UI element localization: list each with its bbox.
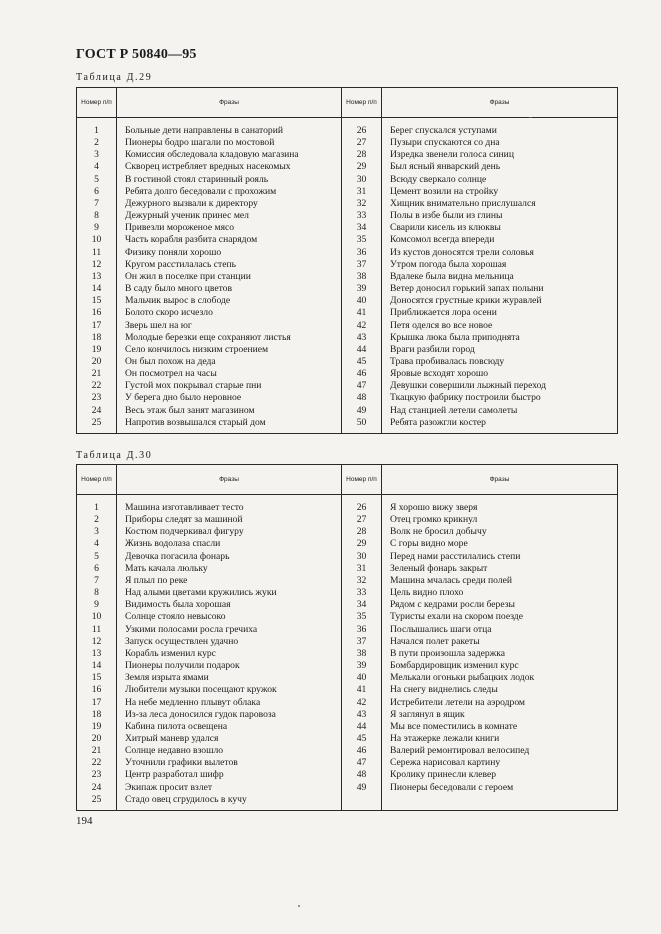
row-number: 21	[77, 745, 117, 757]
row-number: 29	[342, 161, 382, 173]
table-row	[77, 392, 618, 404]
phrase-cell: Хищник внимательно прислушался	[382, 198, 618, 210]
row-number: 31	[342, 186, 382, 198]
phrase-cell: Пионеры получили подарок	[117, 660, 342, 672]
phrase-cell: Физику поняли хорошо	[117, 247, 342, 259]
column-header-phrases: Фразы	[117, 465, 342, 495]
table-row	[77, 149, 618, 161]
table-row	[77, 757, 618, 769]
phrase-cell: Начался полет ракеты	[382, 636, 618, 648]
row-number: 25	[77, 794, 117, 806]
phrase-cell: Всюду сверкало солнце	[382, 174, 618, 186]
phrase-cell: Цемент возили на стройку	[382, 186, 618, 198]
phrase-cell: Корабль изменил курс	[117, 648, 342, 660]
row-number: 11	[77, 247, 117, 259]
phrase-cell: Пузыри спускаются со дна	[382, 137, 618, 149]
phrase-cell: Мальчик вырос в слободе	[117, 295, 342, 307]
row-number: 13	[77, 271, 117, 283]
row-number: 25	[77, 417, 117, 429]
row-number: 34	[342, 599, 382, 611]
phrase-cell: Солнце недавно взошло	[117, 745, 342, 757]
table-row	[77, 295, 618, 307]
phrase-cell: Крышка люка была приподнята	[382, 332, 618, 344]
phrase-cell: Зеленый фонарь закрыт	[382, 563, 618, 575]
row-number: 24	[77, 405, 117, 417]
table-row	[77, 563, 618, 575]
phrase-cell: Экипаж просит взлет	[117, 782, 342, 794]
row-number: 38	[342, 648, 382, 660]
row-number: 33	[342, 587, 382, 599]
row-number: 32	[342, 198, 382, 210]
phrase-cell: Зверь шел на юг	[117, 320, 342, 332]
phrase-cell: Истребители летели на аэродром	[382, 697, 618, 709]
phrase-cell: Доносятся грустные крики журавлей	[382, 295, 618, 307]
table-row	[77, 526, 618, 538]
row-number: 35	[342, 611, 382, 623]
row-number: 45	[342, 356, 382, 368]
row-number: 17	[77, 697, 117, 709]
phrase-cell: Перед нами расстилались степи	[382, 551, 618, 563]
phrase-cell: Пионеры беседовали с героем	[382, 782, 618, 794]
row-number: 22	[77, 380, 117, 392]
phrase-cell: Молодые березки еще сохраняют листья	[117, 332, 342, 344]
phrase-cell: Любители музыки посещают кружок	[117, 684, 342, 696]
table-row	[77, 648, 618, 660]
row-number: 5	[77, 174, 117, 186]
table-row	[77, 636, 618, 648]
table-row	[77, 660, 618, 672]
phrase-cell: Центр разработал шифр	[117, 769, 342, 781]
phrase-cell: Сережа нарисовал картину	[382, 757, 618, 769]
table-row	[77, 672, 618, 684]
phrase-cell: Весь этаж был занят магазином	[117, 405, 342, 417]
phrase-cell: Скворец истребляет вредных насекомых	[117, 161, 342, 173]
phrase-cell: Больные дети направлены в санаторий	[117, 125, 342, 137]
column-header-number: Номер п/п	[342, 88, 382, 118]
table-row	[77, 259, 618, 271]
table-row	[77, 794, 618, 806]
phrase-cell: Враги разбили город	[382, 344, 618, 356]
row-number: 27	[342, 514, 382, 526]
row-number: 14	[77, 283, 117, 295]
row-number: 31	[342, 563, 382, 575]
phrase-cell: Машина мчалась среди полей	[382, 575, 618, 587]
row-number: 42	[342, 697, 382, 709]
phrase-cell: Жизнь водолаза спасли	[117, 538, 342, 550]
phrase-cell: Комиссия обследовала кладовую магазина	[117, 149, 342, 161]
phrase-cell: Кролику принесли клевер	[382, 769, 618, 781]
row-number: 12	[77, 259, 117, 271]
phrase-cell: Он жил в поселке при станции	[117, 271, 342, 283]
row-number: 48	[342, 769, 382, 781]
phrase-cell: Часть корабля разбита снарядом	[117, 234, 342, 246]
column-header-phrases: Фразы	[382, 88, 618, 118]
table-row	[77, 733, 618, 745]
table-row	[77, 709, 618, 721]
phrase-cell: Село кончилось низким строением	[117, 344, 342, 356]
row-number: 20	[77, 733, 117, 745]
phrase-cell: Яровые всходят хорошо	[382, 368, 618, 380]
table-row	[77, 745, 618, 757]
table-row	[77, 247, 618, 259]
phrase-cell: Над алыми цветами кружились жуки	[117, 587, 342, 599]
phrase-cell: Послышались шаги отца	[382, 624, 618, 636]
row-number: 2	[77, 514, 117, 526]
phrase-cell: Хитрый маневр удался	[117, 733, 342, 745]
phrase-cell: Комсомол всегда впереди	[382, 234, 618, 246]
scan-dot	[298, 905, 300, 907]
row-number: 16	[77, 307, 117, 319]
row-number: 4	[77, 161, 117, 173]
row-number: 27	[342, 137, 382, 149]
row-number: 49	[342, 405, 382, 417]
row-number: 28	[342, 149, 382, 161]
phrase-cell: У берега дно было неровное	[117, 392, 342, 404]
phrase-cell: Петя оделся во все новое	[382, 320, 618, 332]
row-number: 30	[342, 174, 382, 186]
row-number: 47	[342, 757, 382, 769]
table-row	[77, 575, 618, 587]
row-number: 43	[342, 332, 382, 344]
table-row	[77, 538, 618, 550]
phrase-cell: Рядом с кедрами росли березы	[382, 599, 618, 611]
row-number: 34	[342, 222, 382, 234]
row-number: 44	[342, 344, 382, 356]
row-number: 3	[77, 149, 117, 161]
row-number: 4	[77, 538, 117, 550]
phrase-cell: Машина изготавливает тесто	[117, 502, 342, 514]
row-number: 9	[77, 222, 117, 234]
table-row	[77, 721, 618, 733]
phrase-cell: Цель видно плохо	[382, 587, 618, 599]
phrase-table-d29	[76, 87, 618, 434]
phrase-cell: Берег спускался уступами	[382, 125, 618, 137]
row-number: 3	[77, 526, 117, 538]
phrase-cell: Девочка погасила фонарь	[117, 551, 342, 563]
table-row	[77, 599, 618, 611]
row-number: 28	[342, 526, 382, 538]
row-number: 8	[77, 587, 117, 599]
phrase-cell: В саду было много цветов	[117, 283, 342, 295]
row-number: 17	[77, 320, 117, 332]
phrase-cell: Бомбардировщик изменил курс	[382, 660, 618, 672]
phrase-cell: На небе медленно плывут облака	[117, 697, 342, 709]
row-number: 15	[77, 672, 117, 684]
row-number: 19	[77, 721, 117, 733]
row-number: 40	[342, 295, 382, 307]
document-header: ГОСТ Р 50840—95	[76, 47, 197, 62]
row-number: 41	[342, 307, 382, 319]
phrase-cell: Из-за леса доносился гудок паровоза	[117, 709, 342, 721]
phrase-cell: Видимость была хорошая	[117, 599, 342, 611]
table-row	[77, 551, 618, 563]
column-header-number: Номер п/п	[77, 88, 117, 118]
phrase-cell: Туристы ехали на скором поезде	[382, 611, 618, 623]
table-row	[77, 697, 618, 709]
row-number: 50	[342, 417, 382, 429]
table-row	[77, 417, 618, 429]
table-row	[77, 356, 618, 368]
phrase-cell: Мать качала люльку	[117, 563, 342, 575]
row-number: 36	[342, 247, 382, 259]
row-number: 8	[77, 210, 117, 222]
row-number: 42	[342, 320, 382, 332]
phrase-cell: Волк не бросил добычу	[382, 526, 618, 538]
row-number: 30	[342, 551, 382, 563]
phrase-cell: Мы все поместились в комнате	[382, 721, 618, 733]
page-number: 194	[76, 815, 93, 827]
phrase-cell: Валерий ремонтировал велосипед	[382, 745, 618, 757]
phrase-cell: Он посмотрел на часы	[117, 368, 342, 380]
phrase-cell: В гостиной стоял старинный рояль	[117, 174, 342, 186]
row-number: 2	[77, 137, 117, 149]
phrase-cell: Привезли мороженое мясо	[117, 222, 342, 234]
phrase-cell: Был ясный январский день	[382, 161, 618, 173]
phrase-cell: Кругом расстилалась степь	[117, 259, 342, 271]
row-number: 20	[77, 356, 117, 368]
phrase-cell: Над станцией летели самолеты	[382, 405, 618, 417]
row-number: 29	[342, 538, 382, 550]
phrase-cell: Изредка звенели голоса синиц	[382, 149, 618, 161]
row-number: 39	[342, 660, 382, 672]
phrase-cell: Он был похож на деда	[117, 356, 342, 368]
phrase-cell: Утром погода была хорошая	[382, 259, 618, 271]
column-header-phrases: Фразы	[117, 88, 342, 118]
row-number: 38	[342, 271, 382, 283]
row-number: 16	[77, 684, 117, 696]
table-row	[77, 380, 618, 392]
table-row	[77, 514, 618, 526]
row-number: 36	[342, 624, 382, 636]
row-number: 13	[77, 648, 117, 660]
phrase-table-d30	[76, 464, 618, 811]
column-header-number: Номер п/п	[77, 465, 117, 495]
phrase-cell: Отец громко крикнул	[382, 514, 618, 526]
phrase-cell: Запуск осуществлен удачно	[117, 636, 342, 648]
table-row	[77, 769, 618, 781]
row-number: 37	[342, 259, 382, 271]
row-number: 26	[342, 502, 382, 514]
row-number: 21	[77, 368, 117, 380]
table-row	[77, 137, 618, 149]
row-number: 19	[77, 344, 117, 356]
row-number: 40	[342, 672, 382, 684]
table-row	[77, 320, 618, 332]
table-row	[77, 782, 618, 794]
phrase-cell: Напротив возвышался старый дом	[117, 417, 342, 429]
phrase-cell: На этажерке лежали книги	[382, 733, 618, 745]
phrase-cell: Ребята разожгли костер	[382, 417, 618, 429]
table-row	[77, 587, 618, 599]
row-number: 47	[342, 380, 382, 392]
phrase-cell	[382, 794, 618, 806]
phrase-cell: Костюм подчеркивал фигуру	[117, 526, 342, 538]
phrase-cell: Я заглянул в ящик	[382, 709, 618, 721]
table-row	[77, 271, 618, 283]
row-number: 44	[342, 721, 382, 733]
phrase-cell: Узкими полосами росла гречиха	[117, 624, 342, 636]
row-number: 18	[77, 709, 117, 721]
row-number: 26	[342, 125, 382, 137]
table-caption: Таблица Д.30	[76, 450, 153, 461]
row-number: 46	[342, 368, 382, 380]
phrase-cell: Мелькали огоньки рыбацких лодок	[382, 672, 618, 684]
table-row	[77, 198, 618, 210]
row-number: 37	[342, 636, 382, 648]
phrase-cell: Солнце стояло невысоко	[117, 611, 342, 623]
row-number: 10	[77, 611, 117, 623]
phrase-cell: Сварили кисель из клюквы	[382, 222, 618, 234]
row-number: 6	[77, 563, 117, 575]
phrase-cell: В пути произошла задержка	[382, 648, 618, 660]
row-number: 49	[342, 782, 382, 794]
table-row	[77, 307, 618, 319]
row-number: 11	[77, 624, 117, 636]
phrase-cell: Приближается лора осени	[382, 307, 618, 319]
row-number: 24	[77, 782, 117, 794]
table-row	[77, 368, 618, 380]
phrase-cell: Болото скоро исчезло	[117, 307, 342, 319]
row-number: 23	[77, 392, 117, 404]
phrase-cell: Густой мох покрывал старые пни	[117, 380, 342, 392]
phrase-cell: Я плыл по реке	[117, 575, 342, 587]
row-number: 46	[342, 745, 382, 757]
table-row	[77, 502, 618, 514]
scan-mark	[529, 117, 532, 118]
phrase-cell: Уточнили графики вылетов	[117, 757, 342, 769]
phrase-cell: Ветер доносил горький запах полыни	[382, 283, 618, 295]
row-number: 18	[77, 332, 117, 344]
table-row	[77, 344, 618, 356]
row-number: 39	[342, 283, 382, 295]
row-number: 43	[342, 709, 382, 721]
phrase-cell: Ребята долго беседовали с прохожим	[117, 186, 342, 198]
phrase-cell: Дежурный ученик принес мел	[117, 210, 342, 222]
phrase-cell: Приборы следят за машиной	[117, 514, 342, 526]
table-row	[77, 624, 618, 636]
table-row	[77, 283, 618, 295]
phrase-cell: На снегу виднелись следы	[382, 684, 618, 696]
row-number: 12	[77, 636, 117, 648]
table-row	[77, 222, 618, 234]
row-number: 32	[342, 575, 382, 587]
row-number	[342, 794, 382, 806]
table-row	[77, 234, 618, 246]
column-header-number: Номер п/п	[342, 465, 382, 495]
row-number: 41	[342, 684, 382, 696]
phrase-cell: Полы в избе были из глины	[382, 210, 618, 222]
row-number: 33	[342, 210, 382, 222]
row-number: 10	[77, 234, 117, 246]
phrase-cell: С горы видно море	[382, 538, 618, 550]
row-number: 5	[77, 551, 117, 563]
phrase-cell: Пионеры бодро шагали по мостовой	[117, 137, 342, 149]
table-row	[77, 125, 618, 137]
row-number: 6	[77, 186, 117, 198]
table-row	[77, 186, 618, 198]
table-row	[77, 684, 618, 696]
row-number: 48	[342, 392, 382, 404]
row-number: 22	[77, 757, 117, 769]
row-number: 35	[342, 234, 382, 246]
table-row	[77, 174, 618, 186]
phrase-cell: Вдалеке была видна мельница	[382, 271, 618, 283]
phrase-cell: Кабина пилота освещена	[117, 721, 342, 733]
row-number: 23	[77, 769, 117, 781]
phrase-cell: Дежурного вызвали к директору	[117, 198, 342, 210]
phrase-cell: Земля изрыта ямами	[117, 672, 342, 684]
row-number: 15	[77, 295, 117, 307]
phrase-cell: Девушки совершили лыжный переход	[382, 380, 618, 392]
phrase-cell: Из кустов доносятся трели соловья	[382, 247, 618, 259]
table-row	[77, 210, 618, 222]
row-number: 7	[77, 198, 117, 210]
phrase-cell: Я хорошо вижу зверя	[382, 502, 618, 514]
phrase-cell: Трава пробивалась повсюду	[382, 356, 618, 368]
table-row	[77, 332, 618, 344]
table-caption: Таблица Д.29	[76, 72, 153, 83]
phrase-cell: Ткацкую фабрику построили быстро	[382, 392, 618, 404]
row-number: 1	[77, 502, 117, 514]
table-row	[77, 405, 618, 417]
table-row	[77, 161, 618, 173]
row-number: 45	[342, 733, 382, 745]
phrase-cell: Стадо овец сгрудилось в кучу	[117, 794, 342, 806]
table-row	[77, 611, 618, 623]
row-number: 14	[77, 660, 117, 672]
row-number: 7	[77, 575, 117, 587]
row-number: 1	[77, 125, 117, 137]
column-header-phrases: Фразы	[382, 465, 618, 495]
row-number: 9	[77, 599, 117, 611]
